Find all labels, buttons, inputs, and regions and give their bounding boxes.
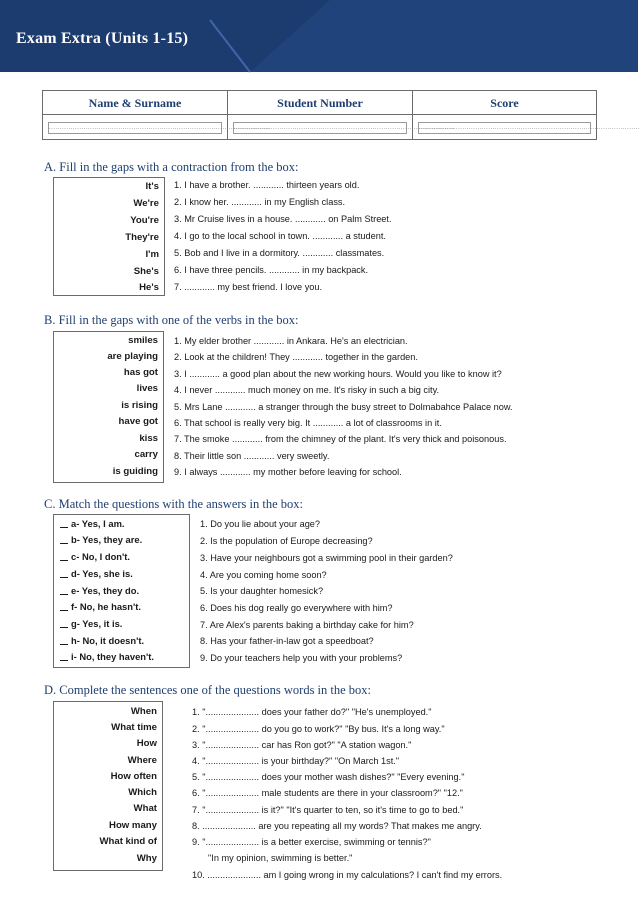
section-d-box: [53, 701, 163, 871]
verb-item: has got: [123, 367, 158, 378]
verb-item: kiss: [139, 433, 158, 444]
score-field[interactable]: ......................................................................................................: [418, 122, 591, 134]
score-header: Score: [490, 96, 519, 110]
section-a-title: A. Fill in the gaps with a contraction from the box:: [44, 160, 299, 174]
contraction-item: She's: [133, 266, 159, 277]
info-header-row: [43, 91, 596, 115]
question-word-item: What: [133, 803, 157, 814]
question-d4: 4. "..................... is your birthday?" "On March 1st.": [192, 756, 400, 766]
question-c1: 1. Do you lie about your age?: [200, 519, 321, 529]
verb-item: is guiding: [112, 466, 158, 477]
question-a4: 4. I go to the local school in town. ............ a student.: [174, 231, 386, 241]
section-c-title: C. Match the questions with the answers in the box:: [44, 497, 303, 511]
verb-item: have got: [118, 416, 158, 427]
question-b8: 8. Their little son ............ very sweetly.: [174, 451, 330, 461]
question-c9: 9. Do your teachers help you with your problems?: [200, 653, 403, 663]
answer-item: c- No, I don't.: [60, 551, 130, 562]
question-c4: 4. Are you coming home soon?: [200, 570, 327, 580]
question-word-item: What kind of: [99, 836, 157, 847]
question-d10: 10. ..................... am I going wrong in my calculations? I can't find my errors.: [192, 870, 503, 880]
question-word-item: Where: [127, 755, 157, 766]
verb-item: is rising: [121, 400, 158, 411]
name-surname-cell: [43, 115, 271, 140]
answer-blank[interactable]: [60, 660, 68, 661]
question-d7: 7. "..................... is it?" "It's quarter to ten, so it's time to go to bed.": [192, 805, 464, 815]
question-d3: 3. "..................... car has Ron got?" "A station wagon.": [192, 740, 412, 750]
answer-blank[interactable]: [60, 560, 68, 561]
question-b4: 4. I never ............ much money on me. It's risky in such a big city.: [174, 385, 440, 395]
answer-item: h- No, it doesn't.: [60, 635, 144, 646]
header-bar: [0, 0, 638, 72]
answer-blank[interactable]: [60, 644, 68, 645]
question-b5: 5. Mrs Lane ............ a stranger through the busy street to Dolmabahce Palace now.: [174, 402, 513, 412]
question-d2: 2. "..................... do you go to work?" "By bus. It's a long way.": [192, 724, 445, 734]
answer-item: g- Yes, it is.: [60, 618, 122, 629]
student-info-table: [42, 90, 640, 140]
question-c2: 2. Is the population of Europe decreasing?: [200, 536, 373, 546]
contraction-item: We're: [133, 198, 159, 209]
contraction-item: I'm: [145, 249, 159, 260]
info-input-row: [43, 115, 640, 140]
answer-blank[interactable]: [60, 610, 68, 611]
section-b-title: B. Fill in the gaps with one of the verbs in the box:: [44, 313, 299, 327]
question-word-item: When: [130, 706, 157, 717]
section-b-box: [53, 331, 164, 483]
name-surname-header: Name & Surname: [43, 91, 228, 114]
question-c5: 5. Is your daughter homesick?: [200, 586, 324, 596]
question-d1: 1. "..................... does your father do?" "He's unemployed.": [192, 707, 432, 717]
question-word-item: Which: [128, 787, 157, 798]
question-b3: 3. I ............ a good plan about the new working hours. Would you like to know it?: [174, 369, 502, 379]
section-d-title: D. Complete the sentences one of the questions words in the box:: [44, 683, 372, 697]
answer-item: f- No, he hasn't.: [60, 601, 141, 612]
question-c7: 7. Are Alex's parents baking a birthday cake for him?: [200, 620, 414, 630]
question-word-item: How many: [109, 820, 157, 831]
student-number-cell: [228, 115, 456, 140]
answer-blank[interactable]: [60, 543, 68, 544]
page-title: Exam Extra (Units 1-15): [16, 30, 189, 47]
question-b7: 7. The smoke ............ from the chimney of the plant. It's very thick and poisonous.: [174, 434, 507, 444]
verb-item: are playing: [107, 351, 158, 362]
question-a6: 6. I have three pencils. ............ in my backpack.: [174, 265, 369, 275]
answer-item: i- No, they haven't.: [60, 651, 154, 662]
verb-item: carry: [134, 449, 158, 460]
verb-item: lives: [136, 383, 158, 394]
question-b6: 6. That school is really very big. It ............ a lot of classrooms in it.: [174, 418, 442, 428]
question-b9: 9. I always ............ my mother before leaving for school.: [174, 467, 402, 477]
question-a2: 2. I know her. ............ in my English class.: [174, 197, 346, 207]
answer-item: a- Yes, I am.: [60, 518, 125, 529]
answer-blank[interactable]: [60, 527, 68, 528]
contraction-item: He's: [139, 282, 159, 293]
student-number-header: Student Number: [228, 91, 413, 114]
question-a3: 3. Mr Cruise lives in a house. ............ on Palm Street.: [174, 214, 392, 224]
answer-blank[interactable]: [60, 577, 68, 578]
question-d8: 8. ..................... are you repeating all my words? That makes me angry.: [192, 821, 482, 831]
question-word-item: Why: [136, 853, 157, 864]
contraction-item: You're: [130, 215, 159, 226]
answer-item: e- Yes, they do.: [60, 585, 139, 596]
question-a5: 5. Bob and I live in a dormitory. ............ classmates.: [174, 248, 385, 258]
answer-blank[interactable]: [60, 594, 68, 595]
section-a-box: [53, 177, 165, 296]
question-d9: 9. "..................... is a better exercise, swimming or tennis?": [192, 837, 431, 847]
question-c6: 6. Does his dog really go everywhere with him?: [200, 603, 393, 613]
question-d5: 5. "..................... does your mother wash dishes?" "Every evening.": [192, 772, 465, 782]
contraction-item: They're: [125, 232, 159, 243]
question-word-item: How: [136, 738, 157, 749]
name-surname-field[interactable]: ......................................................................................................: [48, 122, 222, 134]
question-a7: 7. ............ my best friend. I love you.: [174, 282, 323, 292]
answer-item: d- Yes, she is.: [60, 568, 133, 579]
answer-d9: "In my opinion, swimming is better.": [208, 853, 353, 863]
answer-blank[interactable]: [60, 627, 68, 628]
question-word-item: How often: [110, 771, 157, 782]
contraction-item: It's: [145, 181, 159, 192]
answer-item: b- Yes, they are.: [60, 534, 142, 545]
verb-item: smiles: [128, 335, 158, 346]
question-a1: 1. I have a brother. ............ thirteen years old.: [174, 180, 360, 190]
score-cell: [413, 115, 640, 140]
question-c3: 3. Have your neighbours got a swimming pool in their garden?: [200, 553, 453, 563]
question-d6: 6. "..................... male students are there in your classroom?" "12.": [192, 788, 463, 798]
question-word-item: What time: [111, 722, 157, 733]
question-c8: 8. Has your father-in-law got a speedboat?: [200, 636, 374, 646]
question-b2: 2. Look at the children! They ............ together in the garden.: [174, 352, 418, 362]
question-b1: 1. My elder brother ............ in Ankara. He's an electrician.: [174, 336, 408, 346]
student-number-field[interactable]: ......................................................................................................: [233, 122, 407, 134]
